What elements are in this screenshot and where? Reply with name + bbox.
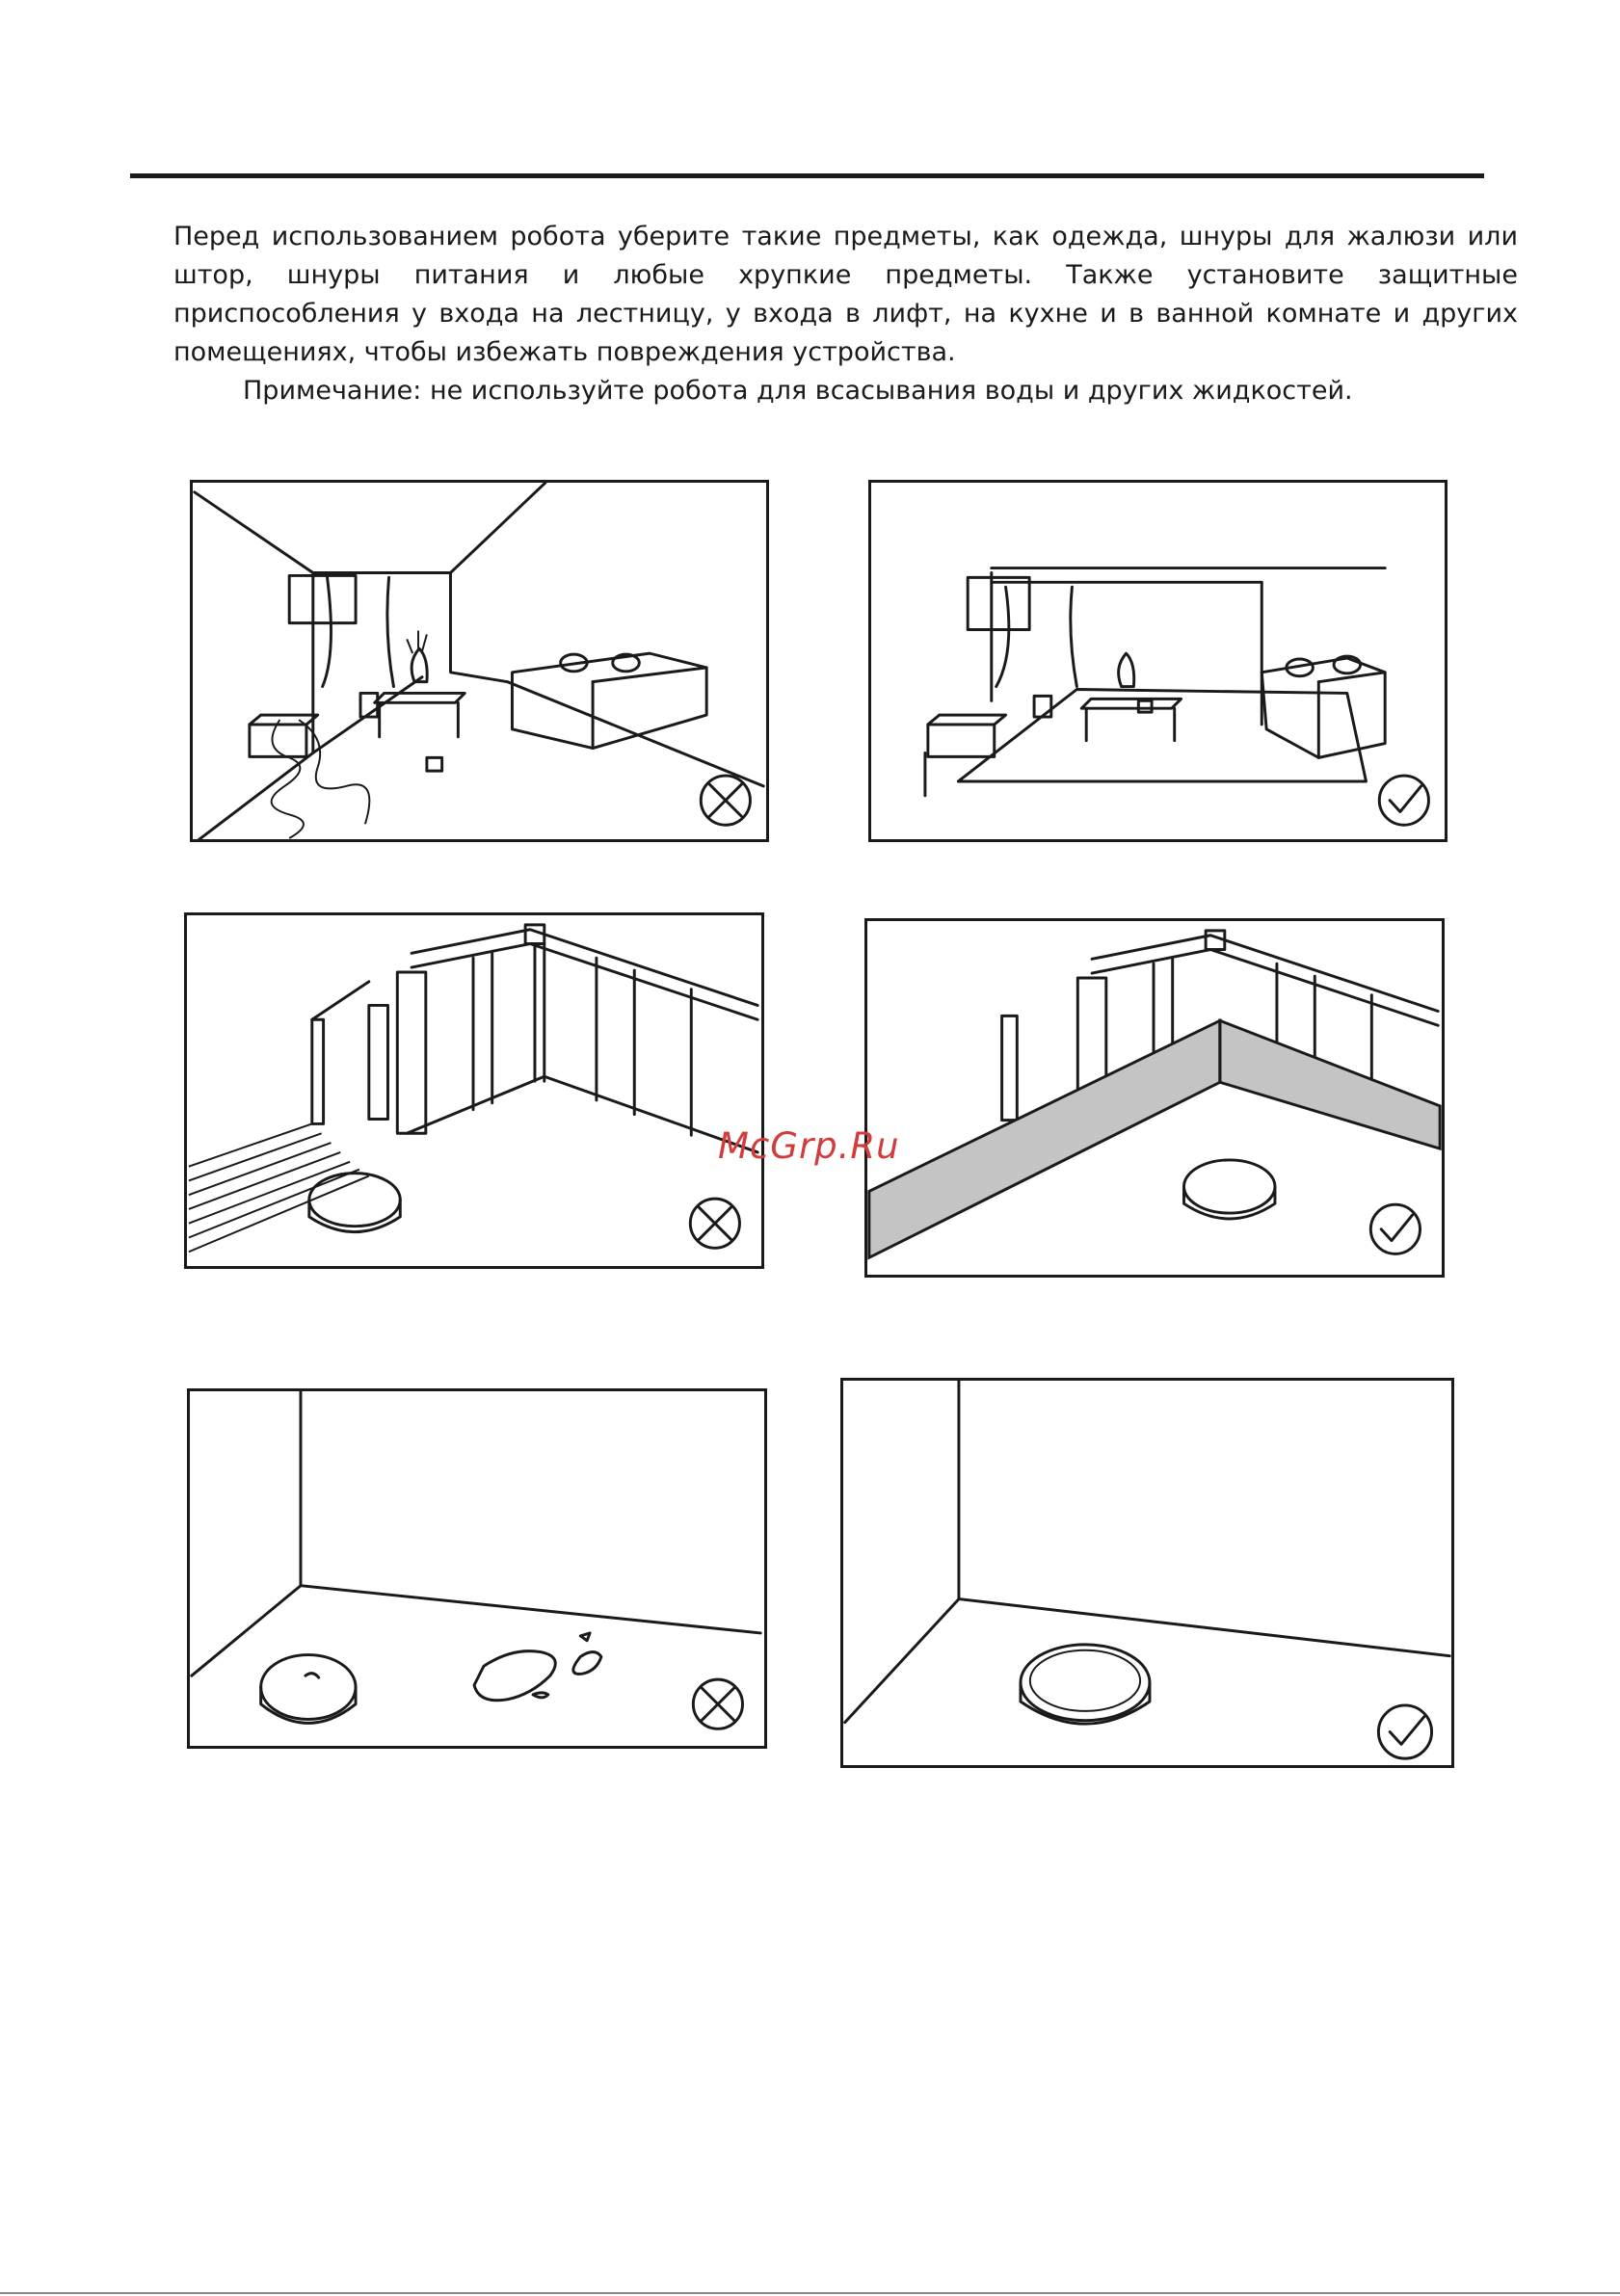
check-circle-icon — [1370, 1204, 1420, 1254]
stairs-open-drawing — [187, 915, 761, 1266]
bottom-rule — [0, 2292, 1620, 2294]
illustration-stairs-open — [184, 912, 764, 1269]
illustration-room-cables — [190, 480, 769, 842]
illustration-floor-dry — [840, 1378, 1454, 1768]
illustration-room-tidy — [868, 480, 1447, 842]
instruction-paragraph: Перед использованием робота уберите такие предметы, как одежда, шнуры для жалюзи или штор, шнуры питания и любые хрупкие предметы. Также установите защитные приспособления у входа на лестницу, у входа в лифт, на кухне и в ванной комнате и других помещениях, чтобы избежать повреждения устройства. — [173, 222, 1518, 367]
floor-liquid-drawing — [190, 1391, 764, 1746]
room-tidy-drawing — [871, 483, 1445, 839]
floor-dry-drawing — [843, 1381, 1451, 1765]
illustration-stairs-barrier — [864, 918, 1445, 1278]
watermark: McGrp.Ru — [718, 1125, 900, 1167]
check-circle-icon — [1378, 1705, 1431, 1758]
illustration-floor-liquid — [187, 1388, 767, 1749]
top-rule — [130, 173, 1484, 178]
check-circle-icon — [1379, 776, 1428, 825]
stairs-barrier-drawing — [867, 921, 1442, 1275]
note-text: Примечание: не используйте робота для всасывания воды и других жидкостей. — [243, 376, 1353, 406]
room-cables-drawing — [193, 483, 766, 839]
